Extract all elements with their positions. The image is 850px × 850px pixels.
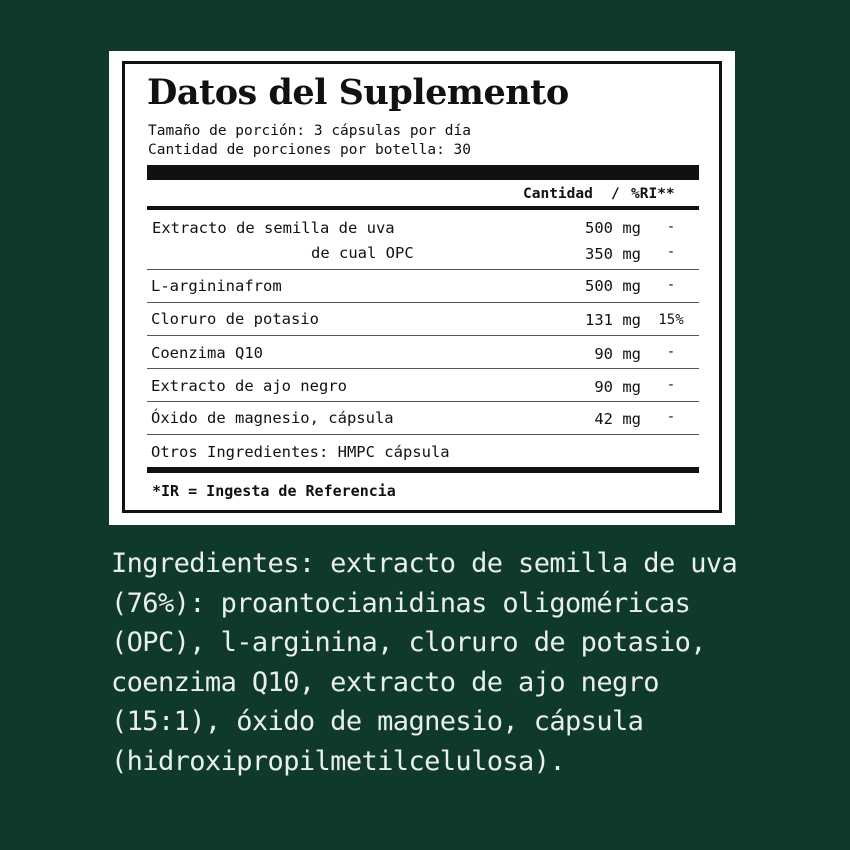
- other-ingredients: Otros Ingredientes: HMPC cápsula: [151, 443, 450, 461]
- row-ri: -: [666, 344, 676, 360]
- row-name: L-argininafrom: [151, 277, 282, 295]
- row-ri: 15%: [658, 312, 684, 328]
- thick-divider-top: [147, 165, 699, 180]
- row-name: Coenzima Q10: [151, 344, 263, 362]
- row-ri: -: [666, 277, 676, 293]
- row-amount: 90 mg: [594, 345, 641, 363]
- label-title: Datos del Suplemento: [147, 72, 569, 113]
- row-amount: 500 mg: [585, 277, 641, 295]
- row-name: Cloruro de potasio: [151, 310, 319, 328]
- servings-per-container: Cantidad de porciones por botella: 30: [148, 142, 472, 158]
- row-divider: [147, 302, 699, 303]
- serving-size: Tamaño de porción: 3 cápsulas por día: [148, 123, 472, 139]
- footer-divider: [147, 467, 699, 473]
- header-divider: [147, 206, 699, 210]
- row-ri: -: [666, 219, 676, 235]
- row-amount: 350 mg: [585, 245, 641, 263]
- row-name: Óxido de magnesio, cápsula: [151, 409, 394, 427]
- row-divider: [147, 269, 699, 270]
- row-amount: 90 mg: [594, 378, 641, 396]
- supplement-facts-card: [109, 51, 735, 525]
- row-amount: 500 mg: [585, 219, 641, 237]
- row-subitem-name: de cual OPC: [311, 244, 414, 262]
- row-divider: [147, 401, 699, 402]
- ingredients-paragraph: Ingredientes: extracto de semilla de uva (76%): proantocianidinas oligoméricas (OPC), l-arginina, cloruro de potasio, coenzima Q10, extracto de ajo negro (15:1), óxido de magnesio, cápsula (hidroxipropilmetilcelulosa).: [111, 548, 738, 777]
- header-ri: %RI**: [631, 186, 675, 202]
- row-ri: -: [666, 377, 676, 393]
- row-amount: 131 mg: [585, 311, 641, 329]
- header-amount: Cantidad: [523, 186, 593, 202]
- row-name: Extracto de semilla de uva: [152, 219, 395, 237]
- row-ri: -: [666, 409, 676, 425]
- supplement-facts-frame: [122, 61, 722, 513]
- row-amount: 42 mg: [594, 410, 641, 428]
- row-divider: [147, 335, 699, 336]
- header-slash: /: [611, 186, 620, 202]
- footnote: *IR = Ingesta de Referencia: [152, 482, 396, 500]
- row-divider: [147, 434, 699, 435]
- row-ri: -: [666, 244, 676, 260]
- row-divider: [147, 368, 699, 369]
- row-name: Extracto de ajo negro: [151, 377, 347, 395]
